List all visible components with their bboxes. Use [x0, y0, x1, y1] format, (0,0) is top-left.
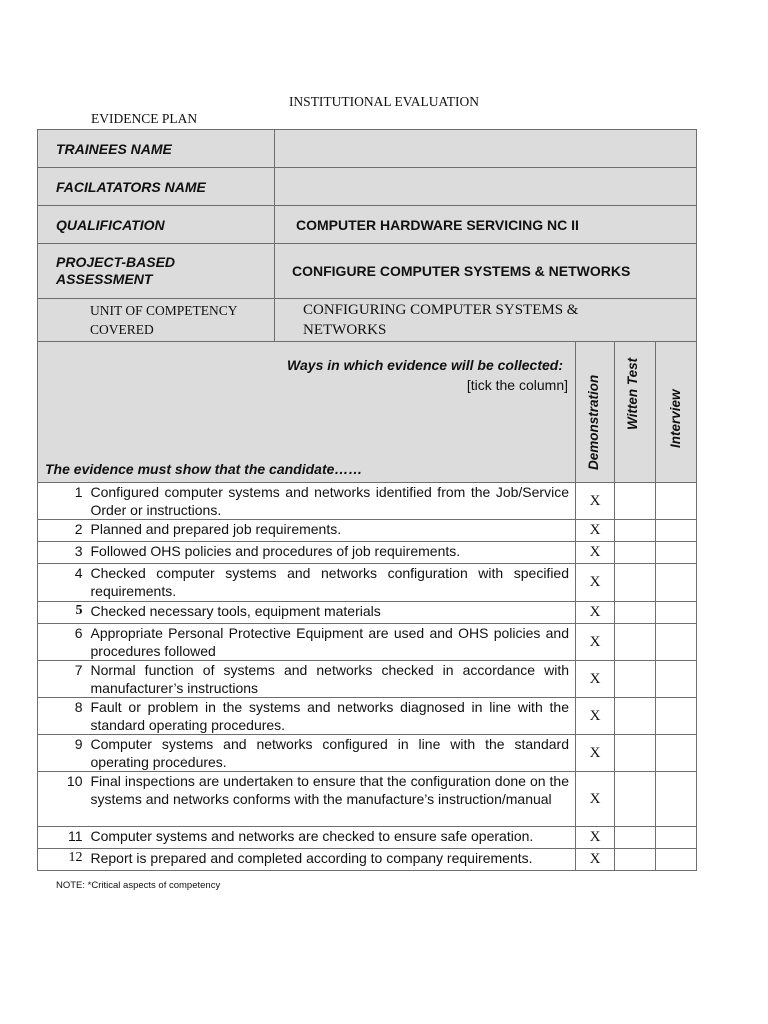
tick-instruction: [tick the column]	[466, 377, 568, 393]
unit-label-line2: COVERED	[90, 322, 154, 337]
demonstration-mark[interactable]: X	[576, 624, 615, 661]
evidence-header-cell	[38, 342, 576, 483]
evidence-row	[38, 772, 697, 827]
interview-mark[interactable]	[656, 542, 697, 564]
evidence-table	[37, 341, 697, 871]
document-title: INSTITUTIONAL EVALUATION	[288, 94, 480, 109]
written-test-mark[interactable]	[615, 849, 656, 871]
facilitators-name-label: FACILATATORS NAME	[38, 168, 275, 206]
written-test-mark[interactable]	[615, 483, 656, 520]
candidate-heading: The evidence must show that the candidate……	[45, 461, 363, 477]
unit-value-line1: CONFIGURING COMPUTER SYSTEMS &	[303, 302, 579, 318]
interview-mark[interactable]	[656, 661, 697, 698]
demonstration-mark[interactable]: X	[576, 827, 615, 849]
interview-mark[interactable]	[656, 827, 697, 849]
interview-mark[interactable]	[656, 698, 697, 735]
demonstration-mark[interactable]: X	[576, 735, 615, 772]
critical-aspects-note: NOTE: *Critical aspects of competency	[56, 880, 221, 891]
item-number: 7	[38, 661, 91, 698]
evidence-row	[38, 849, 697, 871]
item-text: Final inspections are undertaken to ensure that the configuration done on the systems and networks conforms with the manufacture’s instruction/manual	[91, 772, 576, 827]
interview-mark[interactable]	[656, 849, 697, 871]
demonstration-mark[interactable]: X	[576, 661, 615, 698]
unit-of-competency-value	[275, 299, 697, 342]
evidence-plan-label: EVIDENCE PLAN	[91, 111, 198, 126]
interview-mark[interactable]	[656, 520, 697, 542]
interview-mark[interactable]	[656, 602, 697, 624]
evidence-row	[38, 827, 697, 849]
interview-mark[interactable]	[656, 735, 697, 772]
written-test-column-header	[615, 342, 656, 483]
demonstration-mark[interactable]: X	[576, 564, 615, 602]
evidence-row	[38, 735, 697, 772]
header-info-table	[37, 129, 697, 342]
interview-mark[interactable]	[656, 483, 697, 520]
demonstration-mark[interactable]: X	[576, 520, 615, 542]
item-text: Configured computer systems and networks identified from the Job/Service Order or instructions.	[91, 483, 576, 520]
item-number: 5	[38, 602, 91, 624]
written-test-mark[interactable]	[615, 624, 656, 661]
item-text: Checked necessary tools, equipment materials	[91, 602, 576, 624]
project-based-label-line1: PROJECT-BASED	[56, 254, 176, 270]
evidence-row	[38, 564, 697, 602]
demonstration-mark[interactable]: X	[576, 698, 615, 735]
written-test-mark[interactable]	[615, 772, 656, 827]
item-text: Checked computer systems and networks configuration with specified requirements.	[91, 564, 576, 602]
written-test-mark[interactable]	[615, 602, 656, 624]
unit-label-line1: UNIT OF COMPETENCY	[90, 303, 238, 318]
written-test-mark[interactable]	[615, 698, 656, 735]
demonstration-mark[interactable]: X	[576, 772, 615, 827]
written-test-mark[interactable]	[615, 520, 656, 542]
item-number: 2	[38, 520, 91, 542]
demonstration-mark[interactable]: X	[576, 849, 615, 871]
item-number: 9	[38, 735, 91, 772]
qualification-label: QUALIFICATION	[38, 206, 275, 244]
item-number: 4	[38, 564, 91, 602]
evidence-row	[38, 698, 697, 735]
demonstration-mark[interactable]: X	[576, 602, 615, 624]
project-based-assessment-label	[38, 244, 275, 299]
project-based-label-line2: ASSESSMENT	[56, 271, 153, 287]
item-text: Planned and prepared job requirements.	[91, 520, 576, 542]
facilitators-name-field[interactable]	[275, 168, 697, 206]
item-number: 8	[38, 698, 91, 735]
demonstration-column-header	[576, 342, 615, 483]
item-text: Followed OHS policies and procedures of job requirements.	[91, 542, 576, 564]
evidence-row	[38, 602, 697, 624]
interview-header-text: Interview	[668, 389, 683, 448]
demonstration-mark[interactable]: X	[576, 483, 615, 520]
written-test-mark[interactable]	[615, 661, 656, 698]
trainees-name-field[interactable]	[275, 130, 697, 168]
written-test-mark[interactable]	[615, 564, 656, 602]
project-based-assessment-value: CONFIGURE COMPUTER SYSTEMS & NETWORKS	[275, 244, 697, 299]
qualification-value: COMPUTER HARDWARE SERVICING NC II	[275, 206, 697, 244]
written-test-header-text: Witten Test	[625, 357, 640, 430]
evidence-row	[38, 624, 697, 661]
written-test-mark[interactable]	[615, 735, 656, 772]
unit-of-competency-label	[38, 299, 275, 342]
interview-mark[interactable]	[656, 772, 697, 827]
item-number: 6	[38, 624, 91, 661]
item-text: Computer systems and networks are checked to ensure safe operation.	[91, 827, 576, 849]
item-number: 3	[38, 542, 91, 564]
evidence-row	[38, 661, 697, 698]
item-text: Appropriate Personal Protective Equipment are used and OHS policies and procedures followed	[91, 624, 576, 661]
item-text: Computer systems and networks configured in line with the standard operating procedures.	[91, 735, 576, 772]
item-number: 11	[38, 827, 91, 849]
ways-heading: Ways in which evidence will be collected:	[287, 357, 563, 373]
item-text: Fault or problem in the systems and networks diagnosed in line with the standard operating procedures.	[91, 698, 576, 735]
written-test-mark[interactable]	[615, 827, 656, 849]
demonstration-header-text: Demonstration	[586, 374, 601, 470]
evidence-row	[38, 520, 697, 542]
unit-value-line2: NETWORKS	[303, 322, 387, 338]
interview-column-header	[656, 342, 697, 483]
item-text: Normal function of systems and networks checked in accordance with manufacturer’s instructions	[91, 661, 576, 698]
item-text: Report is prepared and completed according to company requirements.	[91, 849, 576, 871]
evidence-row	[38, 483, 697, 520]
item-number: 1	[38, 483, 91, 520]
interview-mark[interactable]	[656, 624, 697, 661]
demonstration-mark[interactable]: X	[576, 542, 615, 564]
item-number: 10	[38, 772, 91, 827]
trainees-name-label: TRAINEES NAME	[38, 130, 275, 168]
evidence-row	[38, 542, 697, 564]
written-test-mark[interactable]	[615, 542, 656, 564]
interview-mark[interactable]	[656, 564, 697, 602]
item-number: 12	[38, 849, 91, 871]
